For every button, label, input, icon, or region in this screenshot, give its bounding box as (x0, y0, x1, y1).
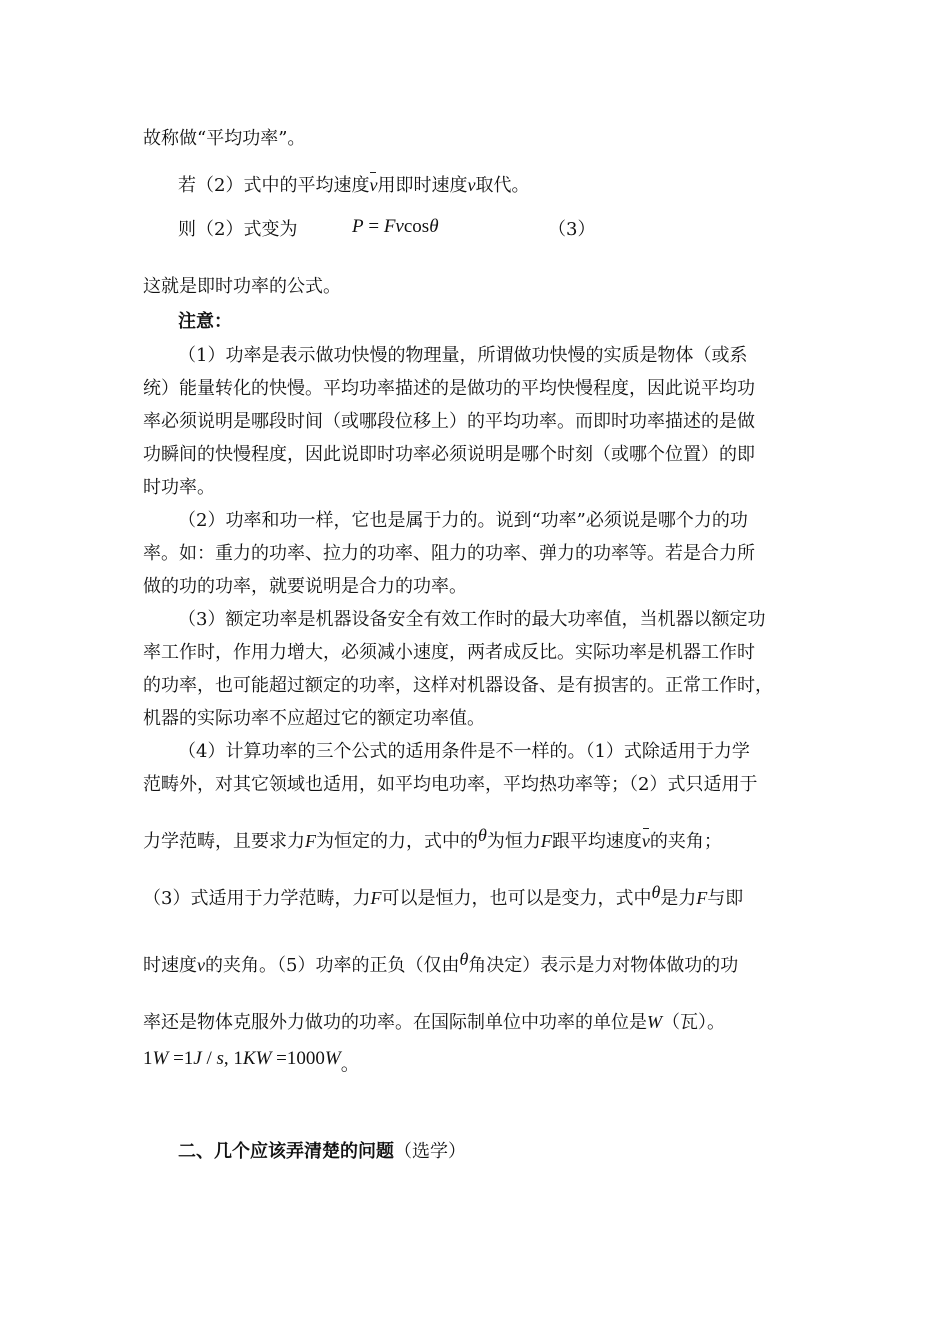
math-number: 1 (143, 1048, 153, 1069)
equation-number: （3） (548, 219, 596, 240)
math-symbol: F (370, 888, 382, 908)
section-note: （选学） (394, 1141, 466, 1162)
units-formula (143, 1046, 360, 1075)
math-symbol: F (305, 831, 316, 851)
note-title: 注意： (178, 311, 232, 332)
text-run: 与即 (707, 888, 744, 909)
math-symbol: v (197, 955, 205, 975)
text-run: 时速度 (143, 955, 197, 976)
math-operator: =1000 (271, 1048, 325, 1069)
text-run: 。 (340, 1053, 360, 1075)
text-run: 角决定）表示是力对物体做功的功 (468, 955, 739, 976)
text-run: 则（2）式变为 (178, 219, 298, 240)
math-symbol: P (352, 216, 364, 237)
text-line: 做的功的功率，就要说明是合力的功率。 (143, 576, 467, 597)
math-symbol: θ (429, 216, 439, 237)
math-symbol: Fv (383, 216, 404, 237)
text-line: 时功率。 (143, 477, 215, 498)
text-line: （3）额定功率是机器设备安全有效工作时的最大功率值，当机器以额定功 (178, 609, 766, 630)
math-symbol: s (216, 1048, 224, 1069)
math-symbol: F (540, 831, 552, 851)
text-line: 故称做“平均功率”。 (143, 128, 306, 149)
math-operator: / (201, 1048, 217, 1069)
section-title: 二、几个应该弄清楚的问题 (178, 1141, 394, 1162)
text-line (178, 173, 529, 198)
text-line: 这就是即时功率的公式。 (143, 276, 341, 297)
math-operator: =1 (168, 1048, 194, 1069)
text-line: 率。如：重力的功率、拉力的功率、阻力的功率、弹力的功率等。若是合力所 (143, 543, 755, 564)
math-operator: , 1 (223, 1048, 243, 1069)
text-line: （4）计算功率的三个公式的适用条件是不一样的。（1）式除适用于力学 (178, 741, 750, 762)
math-symbol: W (152, 1048, 169, 1069)
text-line: 范畴外，对其它领域也适用，如平均电功率，平均热功率等；（2）式只适用于 (143, 774, 758, 795)
text-run: 可以是恒力，也可以是变力，式中 (381, 888, 652, 909)
text-line (143, 1010, 725, 1035)
text-run: （瓦）。 (662, 1012, 725, 1033)
text-run: 力学范畴，且要求力 (143, 831, 305, 852)
text-run: 跟平均速度 (551, 831, 642, 852)
math-symbol: θ (478, 825, 487, 845)
math-operator: = (363, 216, 384, 237)
math-symbol: F (696, 888, 708, 908)
text-run: 为恒力 (486, 831, 541, 852)
math-symbol: θ (651, 882, 661, 902)
text-line (143, 825, 722, 854)
math-function: cos (403, 216, 430, 237)
text-line: 机器的实际功率不应超过它的额定功率值。 (143, 708, 485, 729)
text-line (143, 882, 744, 911)
math-symbol: KW (242, 1048, 272, 1069)
math-symbol: J (193, 1048, 202, 1069)
text-run: 的夹角。（5）功率的正负（仅由 (205, 955, 460, 976)
text-line: （1）功率是表示做功快慢的物理量，所谓做功快慢的实质是物体（或系 (178, 345, 748, 366)
text-line: 的功率，也可能超过额定的功率，这样对机器设备、是有损害的。正常工作时， (143, 675, 773, 696)
text-line: （2）功率和功一样，它也是属于力的。说到“功率”必须说是哪个力的功 (178, 510, 748, 531)
text-run: 率还是物体克服外力做功的功率。在国际制单位中功率的单位是 (143, 1012, 647, 1033)
math-symbol: W (647, 1012, 662, 1032)
math-symbol: v (369, 175, 378, 195)
text-line: 统）能量转化的快慢。平均功率描述的是做功的平均快慢程度，因此说平均功 (143, 378, 755, 399)
text-run: 取代。 (475, 175, 530, 196)
section-heading (178, 1140, 466, 1164)
text-run: 若（2）式中的平均速度 (178, 175, 370, 196)
text-run: 用即时速度 (377, 175, 468, 196)
formula (352, 215, 439, 239)
text-line: 率必须说明是哪段时间（或哪段位移上）的平均功率。而即时功率描述的是做 (143, 411, 755, 432)
math-symbol: v (641, 831, 650, 851)
text-line (178, 218, 297, 242)
text-run: 为恒定的力，式中的 (316, 831, 478, 852)
text-line (143, 949, 739, 978)
math-symbol: v (467, 175, 476, 195)
text-line: 率工作时，作用力增大，必须减小速度，两者成反比。实际功率是机器工作时 (143, 642, 755, 663)
text-run: （3）式适用于力学范畴，力 (143, 888, 371, 909)
text-run: 的夹角； (649, 831, 722, 852)
text-run: 是力 (660, 888, 697, 909)
text-line: 功瞬间的快慢程度，因此说即时功率必须说明是哪个时刻（或哪个位置）的即 (143, 444, 755, 465)
math-symbol: W (324, 1048, 341, 1069)
math-symbol: θ (459, 949, 469, 969)
